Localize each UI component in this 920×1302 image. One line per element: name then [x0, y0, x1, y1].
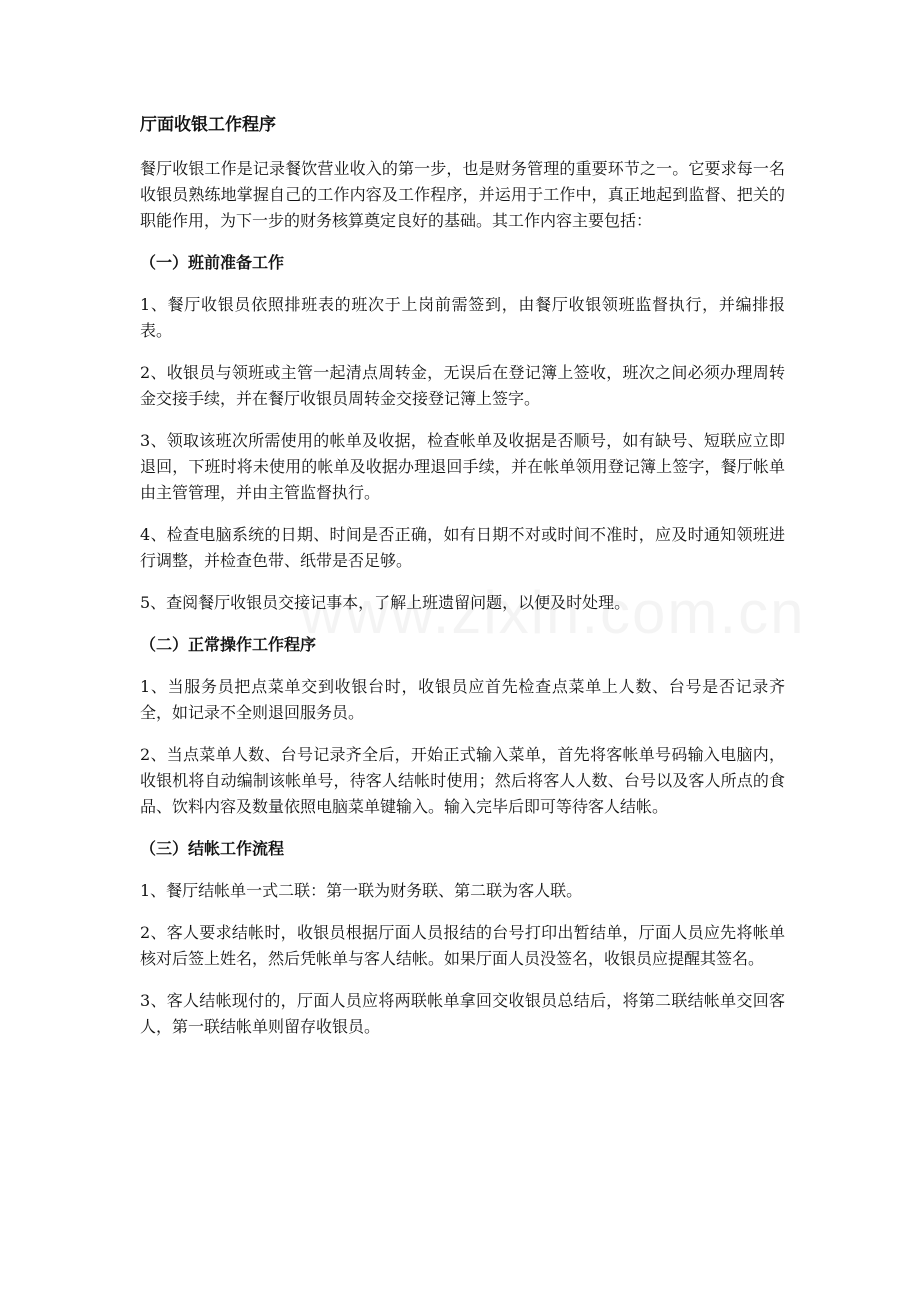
list-item: 2、收银员与领班或主管一起清点周转金，无误后在登记簿上签收，班次之间必须办理周转金交接手续，并在餐厅收银员周转金交接登记簿上签字。 — [140, 363, 785, 408]
intro-paragraph: 餐厅收银工作是记录餐饮营业收入的第一步，也是财务管理的重要环节之一。它要求每一名收银员熟练地掌握自己的工作内容及工作程序，并运用于工作中，真正地起到监督、把关的职能作用，为下一步的财务核算奠定良好的基础。其工作内容主要包括： — [140, 159, 785, 230]
list-item: 2、当点菜单人数、台号记录齐全后，开始正式输入菜单，首先将客帐单号码输入电脑内，收银机将自动编制该帐单号，待客人结帐时使用；然后将客人人数、台号以及客人所点的食品、饮料内容及数量依照电脑菜单键输入。输入完毕后即可等待客人结帐。 — [140, 745, 785, 816]
section-preparation — [140, 250, 785, 616]
document-title: 厅面收银工作程序 — [140, 115, 276, 135]
section-heading: （一）班前准备工作 — [140, 253, 285, 272]
list-item: 3、客人结帐现付的，厅面人员应将两联帐单拿回交收银员总结后，将第二联结帐单交回客人，第一联结帐单则留存收银员。 — [140, 991, 785, 1036]
section-heading: （三）结帐工作流程 — [140, 839, 285, 858]
list-item: 4、检查电脑系统的日期、时间是否正确，如有日期不对或时间不准时，应及时通知领班进行调整，并检查色带、纸带是否足够。 — [140, 525, 785, 570]
list-item: 1、餐厅收银员依照排班表的班次于上岗前需签到，由餐厅收银领班监督执行，并编排报表。 — [140, 295, 785, 340]
list-item: 5、查阅餐厅收银员交接记事本，了解上班遗留问题，以便及时处理。 — [140, 593, 631, 612]
document-page — [140, 112, 785, 1056]
list-item: 3、领取该班次所需使用的帐单及收据，检查帐单及收据是否顺号，如有缺号、短联应立即退回，下班时将未使用的帐单及收据办理退回手续，并在帐单领用登记簿上签字，餐厅帐单由主管管理，并由主管监督执行。 — [140, 431, 785, 502]
section-heading: （二）正常操作工作程序 — [140, 635, 317, 654]
list-item: 1、餐厅结帐单一式二联：第一联为财务联、第二联为客人联。 — [140, 881, 583, 900]
section-normal-operation — [140, 632, 785, 820]
list-item: 2、客人要求结帐时，收银员根据厅面人员报结的台号打印出暂结单，厅面人员应先将帐单核对后签上姓名，然后凭帐单与客人结帐。如果厅面人员没签名，收银员应提醒其签名。 — [140, 923, 785, 968]
section-checkout — [140, 836, 785, 1040]
list-item: 1、当服务员把点菜单交到收银台时，收银员应首先检查点菜单上人数、台号是否记录齐全，如记录不全则退回服务员。 — [140, 677, 785, 722]
